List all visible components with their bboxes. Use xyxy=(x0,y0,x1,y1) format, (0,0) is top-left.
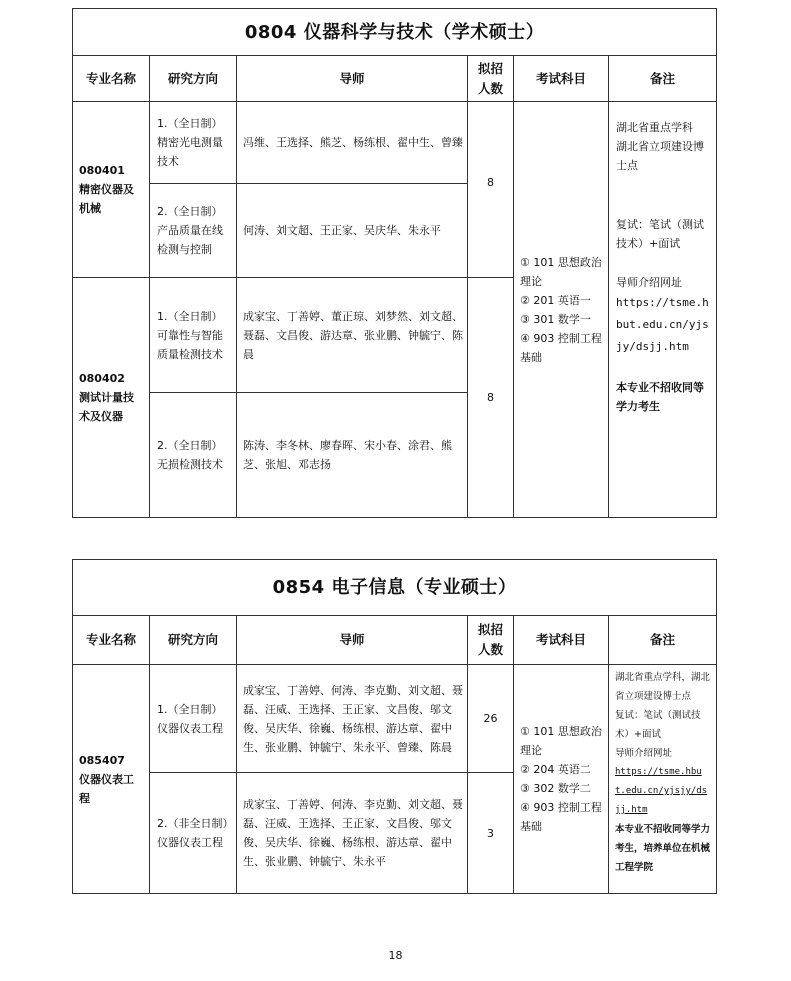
header-major: 专业名称 xyxy=(73,56,150,102)
advisors-cell: 成家宝、丁善婷、董正琼、刘梦然、刘文超、聂磊、文昌俊、游达章、张业鹏、钟毓宁、陈晨 xyxy=(237,278,468,393)
exams-cell: ① 101 思想政治理论 ② 201 英语一 ③ 301 数学一 ④ 903 控制工程基础 xyxy=(514,102,609,518)
advisor-url-link[interactable]: https://tsme.hbut.edu.cn/yjsjy/dsjj.htm xyxy=(615,767,708,815)
major-cell: 080401 精密仪器及 机械 xyxy=(73,102,150,278)
table-0854 xyxy=(72,559,717,894)
header-direction: 研究方向 xyxy=(150,56,237,102)
major-code: 080401 xyxy=(79,164,125,177)
table-0804 xyxy=(72,8,717,518)
quota-cell: 8 xyxy=(468,102,514,278)
section-title: 0804 仪器科学与技术（学术硕士） xyxy=(73,9,717,56)
page-number: 18 xyxy=(388,949,403,962)
section-title: 0854 电子信息（专业硕士） xyxy=(73,560,717,616)
header-notes: 备注 xyxy=(609,616,717,665)
exams-cell: ① 101 思想政治理论 ② 204 英语二 ③ 302 数学二 ④ 903 控制工程基础 xyxy=(514,665,609,894)
advisors-cell: 冯维、王选择、熊芝、杨练根、翟中生、曾臻 xyxy=(237,102,468,184)
quota-cell: 3 xyxy=(468,773,514,894)
quota-cell: 26 xyxy=(468,665,514,773)
direction-cell: 2.（非全日制）仪器仪表工程 xyxy=(150,773,237,894)
table-row xyxy=(73,102,717,184)
header-notes: 备注 xyxy=(609,56,717,102)
advisors-cell: 何涛、刘文超、王正家、吴庆华、朱永平 xyxy=(237,184,468,278)
direction-cell: 2.（全日制）无损检测技术 xyxy=(150,393,237,518)
header-quota: 拟招 人数 xyxy=(468,56,514,102)
header-advisors: 导师 xyxy=(237,56,468,102)
notes-cell: 湖北省重点学科 湖北省立项建设博士点 复试：笔试（测试技术）+面试 导师介绍网址 https://tsme.hbut.edu.cn/yjsjy/dsjj.htm 本专业不招收同等学力考生 xyxy=(609,102,717,518)
quota-cell: 8 xyxy=(468,278,514,518)
header-advisors: 导师 xyxy=(237,616,468,665)
major-code: 080402 xyxy=(79,372,125,385)
header-quota: 拟招 人数 xyxy=(468,616,514,665)
header-major: 专业名称 xyxy=(73,616,150,665)
header-direction: 研究方向 xyxy=(150,616,237,665)
header-row xyxy=(73,56,717,102)
direction-cell: 1.（全日制）可靠性与智能质量检测技术 xyxy=(150,278,237,393)
advisor-url-link[interactable]: https://tsme.hbut.edu.cn/yjsjy/dsjj.htm xyxy=(616,296,709,353)
major-code: 085407 xyxy=(79,753,125,767)
advisors-cell: 成家宝、丁善婷、何涛、李克勤、刘文超、聂磊、汪威、王选择、王正家、文昌俊、邬文俊、吴庆华、徐巍、杨练根、游达章、翟中生、张业鹏、钟毓宁、朱永平、曾臻、陈晨 xyxy=(237,665,468,773)
notes-cell: 湖北省重点学科，湖北省立项建设博士点 复试：笔试（测试技术）+面试 导师介绍网址 https://tsme.hbut.edu.cn/yjsjy/dsjj.htm 本专业不招收同等学力考生，培养单位在机械工程学院 xyxy=(609,665,717,894)
direction-cell: 1.（全日制）精密光电测量技术 xyxy=(150,102,237,184)
table-row xyxy=(73,665,717,773)
header-row xyxy=(73,616,717,665)
direction-cell: 2.（全日制）产品质量在线检测与控制 xyxy=(150,184,237,278)
header-exams: 考试科目 xyxy=(514,616,609,665)
advisors-cell: 陈涛、李冬林、廖春晖、宋小春、涂君、熊芝、张旭、邓志扬 xyxy=(237,393,468,518)
major-cell: 080402 测试计量技 术及仪器 xyxy=(73,278,150,518)
major-cell: 085407 仪器仪表工 程 xyxy=(73,665,150,894)
header-exams: 考试科目 xyxy=(514,56,609,102)
direction-cell: 1.（全日制）仪器仪表工程 xyxy=(150,665,237,773)
advisors-cell: 成家宝、丁善婷、何涛、李克勤、刘文超、聂磊、汪威、王选择、王正家、文昌俊、邬文俊、吴庆华、徐巍、杨练根、游达章、翟中生、张业鹏、钟毓宁、朱永平 xyxy=(237,773,468,894)
